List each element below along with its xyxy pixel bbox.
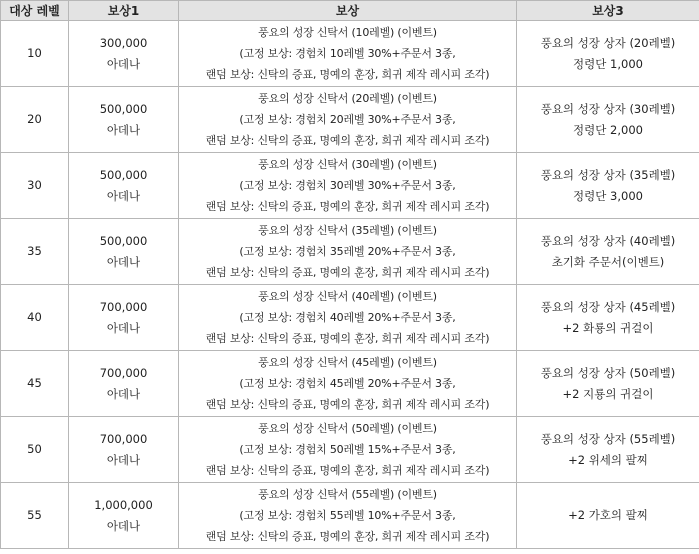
reward2-cell-line: 랜덤 보상: 신탁의 증표, 명예의 훈장, 희귀 제작 레시피 조각) bbox=[205, 68, 490, 81]
reward1-cell-line: 500,000 bbox=[99, 101, 148, 116]
header-row bbox=[1, 1, 699, 21]
reward2-cell bbox=[179, 483, 517, 549]
reward2-cell-line: (고정 보상: 경험치 10레벨 30%+주문서 3종, bbox=[239, 47, 456, 60]
reward2-cell-line: 랜덤 보상: 신탁의 증표, 명예의 훈장, 희귀 제작 레시피 조각) bbox=[205, 464, 490, 477]
reward2-cell-line: 랜덤 보상: 신탁의 증표, 명예의 훈장, 희귀 제작 레시피 조각) bbox=[205, 398, 490, 411]
reward2-cell-line: 풍요의 성장 신탁서 (55레벨) (이벤트) bbox=[258, 488, 437, 501]
header-level: 대상 레벨 bbox=[1, 1, 69, 21]
reward1-cell-line: 아데나 bbox=[106, 452, 141, 467]
reward1-cell-line: 700,000 bbox=[99, 365, 148, 380]
table-row bbox=[1, 219, 699, 285]
reward2-cell bbox=[179, 285, 517, 351]
level-cell: 30 bbox=[1, 153, 69, 219]
reward1-cell-line: 1,000,000 bbox=[94, 497, 153, 512]
reward3-cell bbox=[517, 417, 699, 483]
table-row bbox=[1, 417, 699, 483]
level-cell: 10 bbox=[1, 21, 69, 87]
reward2-cell bbox=[179, 21, 517, 87]
reward2-cell-line: (고정 보상: 경험치 55레벨 10%+주문서 3종, bbox=[239, 509, 456, 522]
level-cell: 55 bbox=[1, 483, 69, 549]
reward2-cell-line: (고정 보상: 경험치 30레벨 30%+주문서 3종, bbox=[239, 179, 456, 192]
reward1-cell-line: 아데나 bbox=[106, 518, 141, 533]
reward2-cell-line: (고정 보상: 경험치 50레벨 15%+주문서 3종, bbox=[239, 443, 456, 456]
header-reward2: 보상 bbox=[179, 1, 517, 21]
reward2-cell-line: 풍요의 성장 신탁서 (45레벨) (이벤트) bbox=[258, 356, 437, 369]
reward1-cell bbox=[69, 285, 179, 351]
reward3-cell-line: +2 가호의 팔찌 bbox=[568, 508, 648, 522]
reward3-cell bbox=[517, 153, 699, 219]
reward2-cell-line: (고정 보상: 경험치 35레벨 20%+주문서 3종, bbox=[239, 245, 456, 258]
reward3-cell bbox=[517, 87, 699, 153]
reward2-cell-line: 랜덤 보상: 신탁의 증표, 명예의 훈장, 희귀 제작 레시피 조각) bbox=[205, 134, 490, 147]
reward3-cell-line: 풍요의 성장 상자 (55레벨) bbox=[540, 431, 676, 446]
reward1-cell-line: 700,000 bbox=[99, 431, 148, 446]
reward3-cell-line: 풍요의 성장 상자 (40레벨) bbox=[540, 233, 676, 248]
reward3-cell-line: 정령단 2,000 bbox=[573, 122, 643, 137]
reward1-cell bbox=[69, 417, 179, 483]
reward1-cell-line: 아데나 bbox=[106, 188, 141, 203]
reward2-cell bbox=[179, 219, 517, 285]
reward2-cell bbox=[179, 417, 517, 483]
reward2-cell-line: 랜덤 보상: 신탁의 증표, 명예의 훈장, 희귀 제작 레시피 조각) bbox=[205, 530, 490, 543]
reward3-cell bbox=[517, 219, 699, 285]
reward1-cell bbox=[69, 153, 179, 219]
reward3-cell-line: 풍요의 성장 상자 (50레벨) bbox=[540, 365, 676, 380]
reward3-cell-line: 풍요의 성장 상자 (45레벨) bbox=[540, 299, 676, 314]
reward2-cell-line: (고정 보상: 경험치 45레벨 20%+주문서 3종, bbox=[239, 377, 456, 390]
header-reward3: 보상3 bbox=[517, 1, 699, 21]
header-reward1: 보상1 bbox=[69, 1, 179, 21]
reward2-cell-line: 풍요의 성장 신탁서 (50레벨) (이벤트) bbox=[258, 422, 437, 435]
reward1-cell-line: 아데나 bbox=[106, 386, 141, 401]
table-row bbox=[1, 351, 699, 417]
reward1-cell bbox=[69, 483, 179, 549]
table-row bbox=[1, 483, 699, 549]
level-cell: 50 bbox=[1, 417, 69, 483]
level-cell: 20 bbox=[1, 87, 69, 153]
reward3-cell-line: +2 화룡의 귀걸이 bbox=[562, 320, 654, 335]
reward1-cell bbox=[69, 21, 179, 87]
reward2-cell-line: 랜덤 보상: 신탁의 증표, 명예의 훈장, 희귀 제작 레시피 조각) bbox=[205, 332, 490, 345]
reward2-cell-line: 풍요의 성장 신탁서 (30레벨) (이벤트) bbox=[258, 158, 437, 171]
reward3-cell bbox=[517, 483, 699, 549]
reward2-cell bbox=[179, 87, 517, 153]
reward1-cell-line: 아데나 bbox=[106, 320, 141, 335]
reward3-cell bbox=[517, 21, 699, 87]
reward3-cell-line: 풍요의 성장 상자 (30레벨) bbox=[540, 101, 676, 116]
reward1-cell bbox=[69, 87, 179, 153]
reward3-cell-line: 풍요의 성장 상자 (20레벨) bbox=[540, 35, 676, 50]
reward2-cell-line: (고정 보상: 경험치 40레벨 20%+주문서 3종, bbox=[239, 311, 456, 324]
reward2-cell-line: 풍요의 성장 신탁서 (40레벨) (이벤트) bbox=[258, 290, 437, 303]
level-cell: 40 bbox=[1, 285, 69, 351]
reward2-cell bbox=[179, 153, 517, 219]
reward1-cell-line: 700,000 bbox=[99, 299, 148, 314]
reward1-cell-line: 아데나 bbox=[106, 254, 141, 269]
reward2-cell-line: 풍요의 성장 신탁서 (20레벨) (이벤트) bbox=[258, 92, 437, 105]
level-cell: 35 bbox=[1, 219, 69, 285]
level-cell: 45 bbox=[1, 351, 69, 417]
reward3-cell-line: +2 위세의 팔찌 bbox=[568, 452, 648, 467]
table-row bbox=[1, 285, 699, 351]
reward3-cell-line: +2 지룡의 귀걸이 bbox=[562, 386, 654, 401]
reward2-cell-line: 랜덤 보상: 신탁의 증표, 명예의 훈장, 희귀 제작 레시피 조각) bbox=[205, 200, 490, 213]
reward2-cell bbox=[179, 351, 517, 417]
reward1-cell-line: 아데나 bbox=[106, 122, 141, 137]
reward2-cell-line: 풍요의 성장 신탁서 (35레벨) (이벤트) bbox=[258, 224, 437, 237]
table-row bbox=[1, 87, 699, 153]
reward1-cell-line: 500,000 bbox=[99, 233, 148, 248]
table-row bbox=[1, 153, 699, 219]
reward3-cell-line: 풍요의 성장 상자 (35레벨) bbox=[540, 167, 676, 182]
reward2-cell-line: 랜덤 보상: 신탁의 증표, 명예의 훈장, 희귀 제작 레시피 조각) bbox=[205, 266, 490, 279]
reward1-cell bbox=[69, 351, 179, 417]
reward3-cell-line: 정령단 1,000 bbox=[573, 56, 643, 71]
reward2-cell-line: (고정 보상: 경험치 20레벨 30%+주문서 3종, bbox=[239, 113, 456, 126]
reward1-cell-line: 300,000 bbox=[99, 35, 148, 50]
reward1-cell-line: 500,000 bbox=[99, 167, 148, 182]
table-body bbox=[1, 21, 699, 549]
reward2-cell-line: 풍요의 성장 신탁서 (10레벨) (이벤트) bbox=[258, 26, 437, 39]
reward3-cell-line: 초기화 주문서(이벤트) bbox=[551, 254, 665, 269]
table-row bbox=[1, 21, 699, 87]
reward3-cell bbox=[517, 285, 699, 351]
reward1-cell-line: 아데나 bbox=[106, 56, 141, 71]
reward3-cell-line: 정령단 3,000 bbox=[573, 188, 643, 203]
reward3-cell bbox=[517, 351, 699, 417]
reward1-cell bbox=[69, 219, 179, 285]
